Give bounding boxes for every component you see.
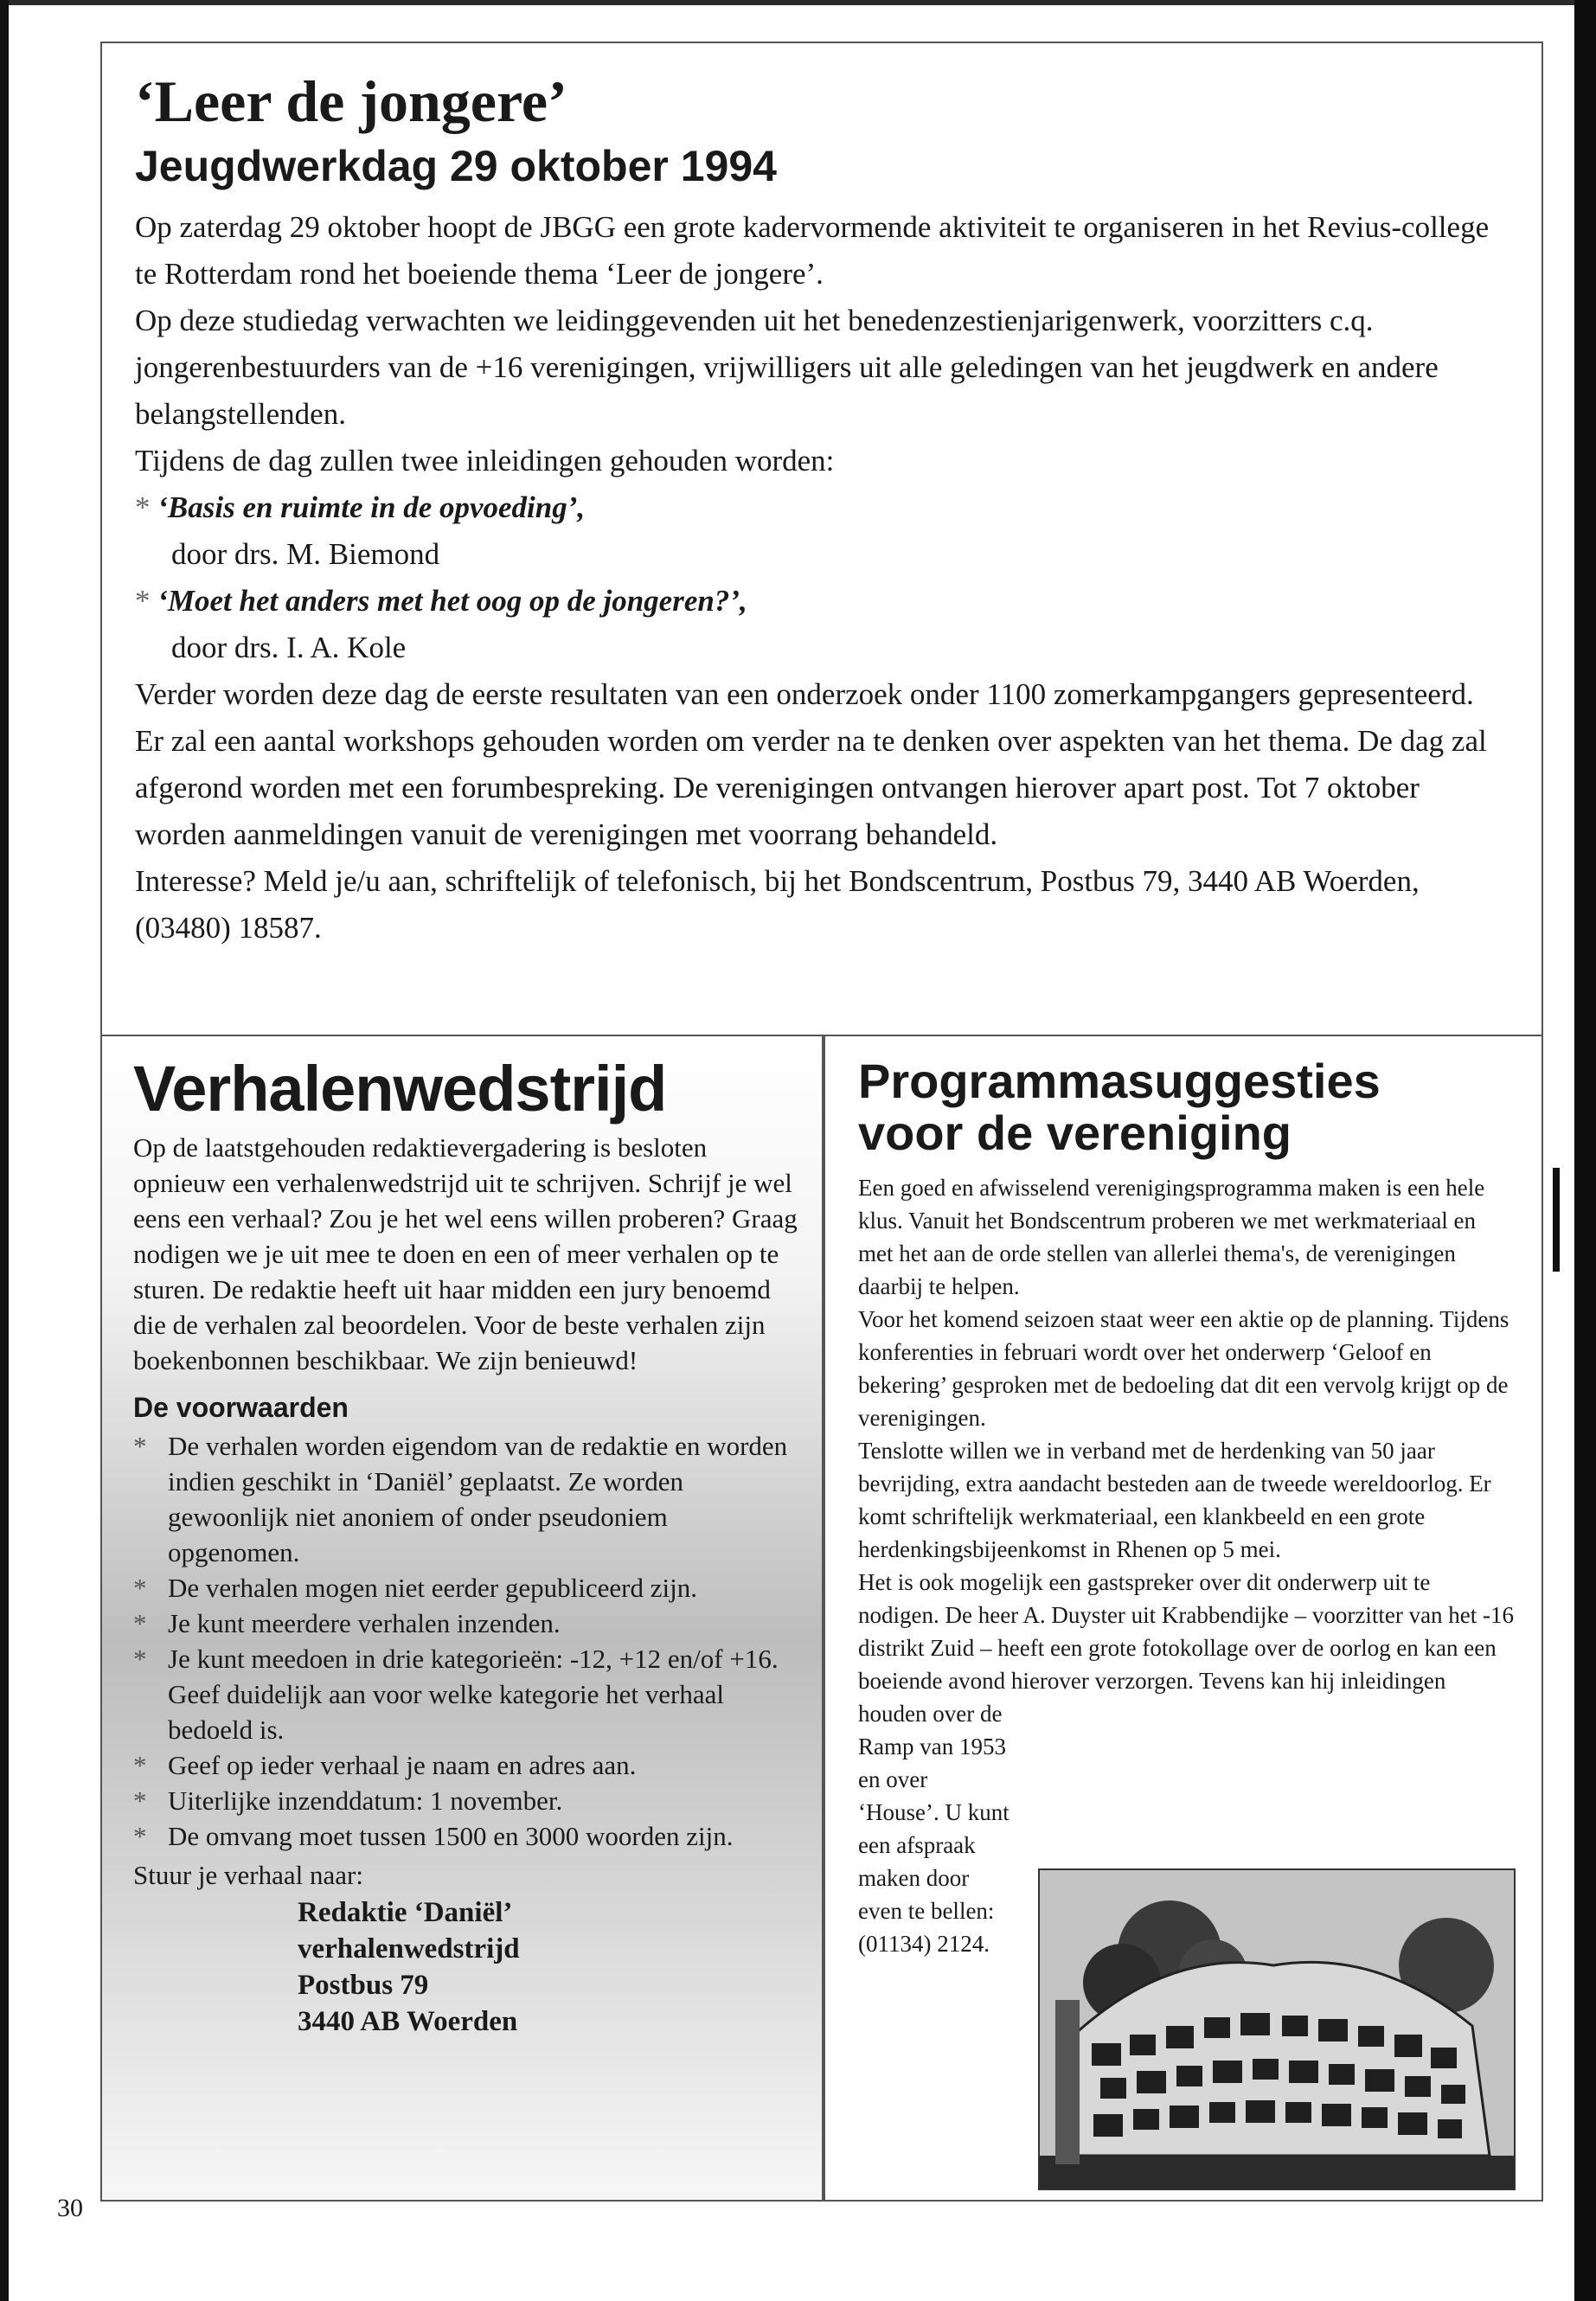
conditions-heading: De voorwaarden	[133, 1392, 349, 1423]
list-item: * Geef op ieder verhaal je naam en adres aan.	[133, 1747, 801, 1783]
send-label: Stuur je verhaal naar:	[133, 1860, 363, 1890]
page-number: 30	[57, 2194, 83, 2222]
article-title: Programmasuggesties voor de vereniging	[858, 1054, 1381, 1160]
lecture-speaker: door drs. I. A. Kole	[171, 631, 407, 664]
lecture-item: * ‘Basis en ruimte in de opvoeding’,	[135, 490, 586, 524]
article-body	[858, 1171, 1516, 1960]
list-item: * De verhalen worden eigendom van de redaktie en worden indien geschikt in ‘Daniël’ geplaatst. Ze worden gewoonlijk niet anoniem of onder pseudoniem opgenomen.	[133, 1428, 801, 1570]
article-title: Verhalenwedstrijd	[133, 1053, 667, 1125]
paragraph: Interesse? Meld je/u aan, schriftelijk of telefonisch, bij het Bondscentrum, Postbus 79, 3440 AB Woerden, (03480) 18587.	[135, 864, 1420, 945]
conditions-list	[133, 1428, 801, 1854]
lecture-speaker: door drs. M. Biemond	[171, 537, 440, 571]
asterisk-icon: *	[133, 1608, 147, 1638]
scan-edge-right	[1574, 0, 1596, 2301]
list-item: * De omvang moet tussen 1500 en 3000 woorden zijn.	[133, 1818, 801, 1854]
paragraph: Het is ook mogelijk een gastspreker over dit onderwerp uit te nodigen. De heer A. Duyster uit Krabbendijke – voorzitter van het -16 distrikt Zuid – heeft een grote fotokollage over de oorlog en kan een boeiende avond hierover verzorgen. Tevens kan hij inleidingen	[858, 1569, 1515, 1694]
list-item: * De verhalen mogen niet eerder gepubliceerd zijn.	[133, 1570, 801, 1606]
photo-illustration	[1040, 1870, 1514, 2189]
article-body	[135, 204, 1507, 952]
paragraph: Voor het komend seizoen staat weer een aktie op de planning. Tijdens konferenties in februari wordt over het onderwerp ‘Geloof en bekering’ gesproken met de bedoeling dat dit een vervolg krijgt op de verenigingen.	[858, 1306, 1509, 1431]
asterisk-icon: *	[133, 1431, 147, 1461]
paragraph: Op deze studiedag verwachten we leidinggevenden uit het benedenzestienjarigenwerk, voorzitters c.q. jongerenbestuurders van de +16 verenigingen, vrijwilligers uit alle geledingen van het jeugdwerk en andere belangstellenden.	[135, 304, 1439, 431]
postal-address	[298, 1894, 801, 2040]
paragraph: Tijdens de dag zullen twee inleidingen gehouden worden:	[135, 444, 835, 478]
lecture-item: * ‘Moet het anders met het oog op de jongeren?’,	[135, 584, 747, 618]
asterisk-icon: *	[133, 1573, 147, 1603]
paragraph: houden over de Ramp van 1953 en over ‘House’. U kunt een afspraak maken door even te bellen: (01134) 2124.	[858, 1701, 1010, 1957]
paragraph: Op zaterdag 29 oktober hoopt de JBGG een grote kadervormende aktiviteit te organiseren in het Revius-college te Rotterdam rond het boeiende thema ‘Leer de jongere’.	[135, 210, 1490, 291]
asterisk-icon: *	[135, 490, 151, 524]
list-item: * Je kunt meerdere verhalen inzenden.	[133, 1606, 801, 1641]
scan-edge-left	[0, 0, 9, 2301]
address-line: Postbus 79	[298, 1970, 429, 2001]
address-line: Redaktie ‘Daniël’	[298, 1897, 513, 1928]
asterisk-icon: *	[133, 1821, 147, 1851]
paragraph: Op de laatstgehouden redaktievergadering is besloten opnieuw een verhalenwedstrijd uit te schrijven. Schrijf je wel eens een verhaal? Zou je het wel eens willen proberen? Graag nodigen we je uit mee te doen en een of meer verhalen op te sturen. De redaktie heeft uit haar midden een jury benoemd die de verhalen zal beoordelen. Voor de beste verhalen zijn boekenbonnen beschikbaar. We zijn benieuwd!	[133, 1132, 798, 1375]
address-line: 3440 AB Woerden	[298, 2006, 518, 2037]
asterisk-icon: *	[133, 1785, 147, 1816]
scan-edge-top	[0, 0, 1596, 5]
photo-collage-image	[1038, 1868, 1516, 2190]
article-subtitle: Jeugdwerkdag 29 oktober 1994	[135, 142, 777, 190]
asterisk-icon: *	[133, 1750, 147, 1780]
list-item: * Uiterlijke inzenddatum: 1 november.	[133, 1783, 801, 1818]
list-item: * Je kunt meedoen in drie kategorieën: -12, +12 en/of +16. Geef duidelijk aan voor welke kategorie het verhaal bedoeld is.	[133, 1641, 801, 1747]
article-verhalenwedstrijd	[100, 1036, 824, 2202]
paragraph: Een goed en afwisselend verenigingsprogramma maken is een hele klus. Vanuit het Bondscentrum proberen we met werkmateriaal en met het aan de orde stellen van allerlei thema's, de verenigingen daarbij te helpen.	[858, 1175, 1485, 1299]
scan-edge-mark	[1553, 1168, 1560, 1272]
asterisk-icon: *	[133, 1644, 147, 1674]
article-jeugdwerkdag	[100, 42, 1543, 1036]
article-title: ‘Leer de jongere’	[135, 68, 567, 134]
paragraph: Verder worden deze dag de eerste resultaten van een onderzoek onder 1100 zomerkampgangers gepresenteerd. Er zal een aantal workshops gehouden worden om verder na te denken over aspekten van het thema. De dag zal afgerond worden met een forumbespreking. De verenigingen ontvangen hierover apart post. Tot 7 oktober worden aanmeldingen vanuit de verenigingen met voorrang behandeld.	[135, 677, 1487, 851]
paragraph: Tenslotte willen we in verband met de herdenking van 50 jaar bevrijding, extra aandacht besteden aan de tweede wereldoorlog. Er komt schriftelijk werkmateriaal, een klankbeeld en een grote herdenkingsbijeenkomst in Rhenen op 5 mei.	[858, 1438, 1491, 1562]
asterisk-icon: *	[135, 584, 151, 618]
address-line: verhalenwedstrijd	[298, 1933, 520, 1965]
